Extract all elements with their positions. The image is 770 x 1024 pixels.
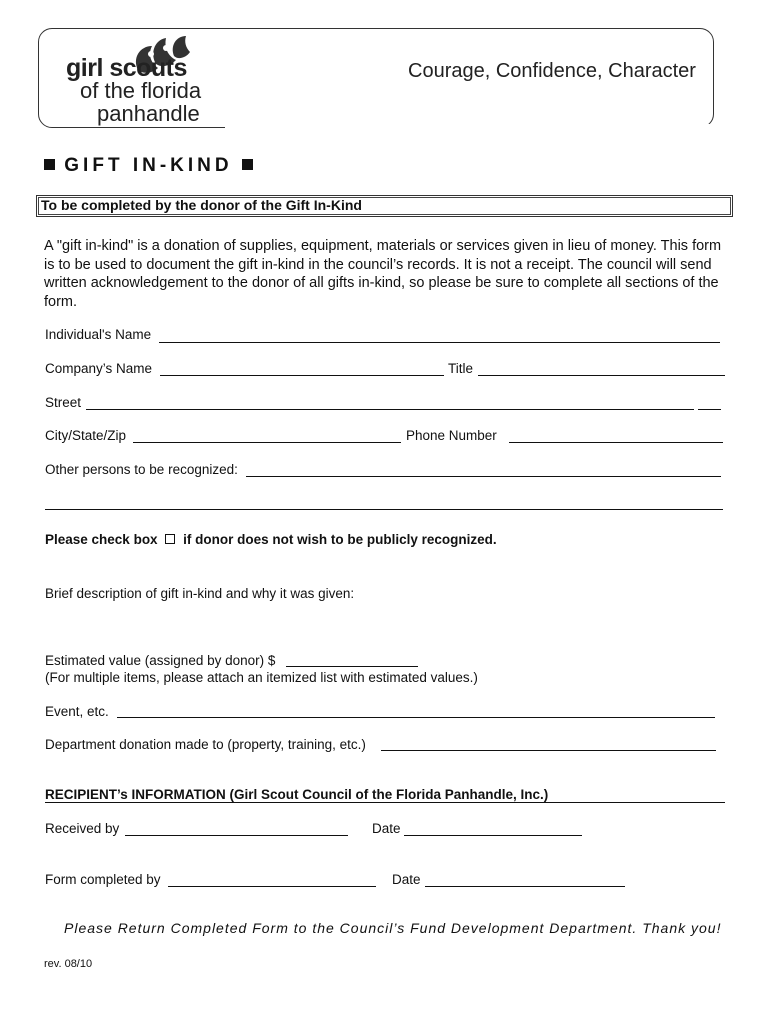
public-recognition-note bbox=[45, 532, 497, 547]
date-field-2[interactable] bbox=[425, 886, 625, 887]
street-field-extra[interactable] bbox=[698, 409, 721, 410]
date-label-2: Date bbox=[392, 872, 421, 887]
company-name-label: Company’s Name bbox=[45, 361, 153, 376]
recipient-heading-rule bbox=[45, 802, 725, 803]
estimated-value-label: Estimated value (assigned by donor) $ bbox=[45, 653, 276, 668]
street-field[interactable] bbox=[86, 409, 694, 410]
logo-text-line-1: girl scouts bbox=[66, 54, 187, 82]
other-persons-label: Other persons to be recognized: bbox=[45, 462, 238, 477]
event-label: Event, etc. bbox=[45, 704, 109, 719]
other-persons-field-line-2[interactable] bbox=[45, 509, 723, 510]
date-field-1[interactable] bbox=[404, 835, 582, 836]
form-title-text: GIFT IN-KIND bbox=[64, 155, 233, 176]
form-completed-by-field[interactable] bbox=[168, 886, 376, 887]
logo-text-line-3: panhandle bbox=[97, 101, 200, 126]
no-recognition-checkbox[interactable] bbox=[165, 534, 175, 544]
description-label: Brief description of gift in-kind and why it was given: bbox=[45, 586, 355, 601]
intro-paragraph: A "gift in-kind" is a donation of supplies, equipment, materials or services given in lieu of money. This form is to be used to document the gift in-kind in the council’s records. It is not a receipt. The council will send written acknowledgement to the donor of all gifts in-kind, so please be sure to complete all sections of the form. bbox=[44, 238, 722, 310]
multiple-items-note: (For multiple items, please attach an itemized list with estimated values.) bbox=[45, 670, 478, 685]
received-by-label: Received by bbox=[45, 821, 120, 836]
title-field[interactable] bbox=[478, 375, 725, 376]
square-bullet-icon bbox=[44, 159, 55, 170]
department-field[interactable] bbox=[381, 750, 716, 751]
street-label: Street bbox=[45, 395, 82, 410]
individual-name-label: Individual's Name bbox=[45, 327, 152, 342]
other-persons-field[interactable] bbox=[246, 476, 721, 477]
section-heading: To be completed by the donor of the Gift In-Kind bbox=[36, 195, 733, 217]
title-label: Title bbox=[448, 361, 474, 376]
return-instructions: Please Return Completed Form to the Council’s Fund Development Department. Thank you! bbox=[64, 920, 722, 936]
form-completed-by-label: Form completed by bbox=[45, 872, 161, 887]
check-text-after: if donor does not wish to be publicly recognized. bbox=[183, 532, 497, 547]
phone-label: Phone Number bbox=[406, 428, 497, 443]
recipient-heading: RECIPIENT’s INFORMATION (Girl Scout Council of the Florida Panhandle, Inc.) bbox=[45, 787, 549, 802]
company-name-field[interactable] bbox=[160, 375, 444, 376]
estimated-value-field[interactable] bbox=[286, 666, 418, 667]
city-state-zip-label: City/State/Zip bbox=[45, 428, 127, 443]
form-title bbox=[44, 155, 253, 177]
city-state-zip-field[interactable] bbox=[133, 442, 401, 443]
square-bullet-icon bbox=[242, 159, 253, 170]
revision-label: rev. 08/10 bbox=[44, 958, 93, 970]
event-field[interactable] bbox=[117, 717, 715, 718]
individual-name-field[interactable] bbox=[159, 342, 720, 343]
check-text-before: Please check box bbox=[45, 532, 158, 547]
phone-field[interactable] bbox=[509, 442, 723, 443]
received-by-field[interactable] bbox=[125, 835, 348, 836]
logo-text-line-2: of the florida bbox=[80, 78, 202, 103]
tagline: Courage, Confidence, Character bbox=[408, 60, 696, 82]
date-label-1: Date bbox=[372, 821, 401, 836]
department-label: Department donation made to (property, training, etc.) bbox=[45, 737, 366, 752]
